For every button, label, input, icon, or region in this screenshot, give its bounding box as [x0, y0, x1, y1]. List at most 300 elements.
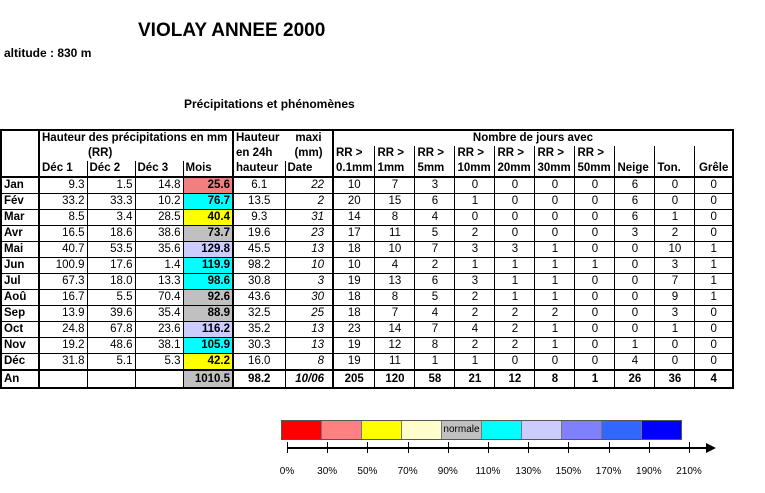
count-cell: 0: [615, 322, 655, 338]
count-cell: 1: [535, 322, 575, 338]
hauteur-cell: 30.8: [233, 274, 285, 290]
rr50-header: 50mm: [575, 161, 615, 177]
count-cell: 6: [415, 194, 455, 210]
axis-tick: [367, 442, 368, 453]
count-cell: 6: [615, 210, 655, 226]
dec1-cell: 13.9: [39, 306, 87, 322]
rr-gt-header: RR >: [415, 146, 455, 161]
axis-tick-label: 90%: [437, 466, 458, 477]
empty-cell: [39, 370, 87, 388]
date-cell: 30: [285, 290, 333, 306]
count-cell: 2: [415, 258, 455, 274]
dec3-cell: 38.1: [135, 338, 183, 354]
mois-cell: 105.9: [183, 338, 233, 354]
count-cell: 4: [415, 210, 455, 226]
legend-swatch: [522, 421, 562, 439]
total-count-cell: 58: [415, 370, 455, 388]
count-cell: 1: [495, 258, 535, 274]
count-cell: 1: [535, 258, 575, 274]
count-cell: 0: [655, 194, 695, 210]
total-count-cell: 12: [495, 370, 535, 388]
count-cell: 2: [535, 306, 575, 322]
legend-swatch: [642, 421, 681, 439]
count-cell: 3: [655, 258, 695, 274]
count-cell: 0: [695, 177, 733, 194]
count-cell: 0: [535, 194, 575, 210]
month-cell: Oct: [1, 322, 39, 338]
nombre-jours-header: Nombre de jours avec: [333, 130, 733, 146]
count-cell: 2: [655, 226, 695, 242]
count-cell: 0: [575, 194, 615, 210]
count-cell: 0: [575, 338, 615, 354]
rr5-header: 5mm: [415, 161, 455, 177]
en24h-header: en 24h: [233, 146, 285, 161]
count-cell: 19: [333, 274, 375, 290]
month-cell: Jun: [1, 258, 39, 274]
dec3-cell: 35.6: [135, 242, 183, 258]
count-cell: 0: [695, 306, 733, 322]
count-cell: 0: [655, 338, 695, 354]
count-cell: 4: [455, 322, 495, 338]
count-cell: 1: [575, 258, 615, 274]
rr-gt-header: RR >: [535, 146, 575, 161]
count-cell: 3: [455, 242, 495, 258]
count-cell: 0: [455, 210, 495, 226]
count-cell: 9: [655, 290, 695, 306]
total-count-cell: 120: [375, 370, 415, 388]
count-cell: 1: [495, 274, 535, 290]
count-cell: 7: [415, 242, 455, 258]
count-cell: 17: [333, 226, 375, 242]
count-cell: 0: [575, 306, 615, 322]
count-cell: 6: [615, 177, 655, 194]
axis-tick: [488, 442, 489, 453]
count-cell: 1: [695, 242, 733, 258]
count-cell: 1: [535, 242, 575, 258]
count-cell: 0: [535, 226, 575, 242]
count-cell: 0: [615, 258, 655, 274]
date-cell: 3: [285, 274, 333, 290]
count-cell: 0: [535, 354, 575, 371]
dec2-cell: 39.6: [87, 306, 135, 322]
table-row: [1, 242, 733, 258]
axis-tick: [327, 442, 328, 453]
count-cell: 0: [575, 290, 615, 306]
date-cell: 13: [285, 338, 333, 354]
table-row: [1, 338, 733, 354]
axis-tick: [287, 442, 288, 453]
count-cell: 23: [333, 322, 375, 338]
count-cell: 3: [415, 177, 455, 194]
dec2-cell: 5.1: [87, 354, 135, 371]
axis-tick-label: 50%: [357, 466, 378, 477]
count-cell: 1: [655, 210, 695, 226]
date-cell: 31: [285, 210, 333, 226]
table-row: [1, 177, 733, 194]
axis-tick-label: 110%: [475, 466, 501, 477]
hauteur-cell: 13.5: [233, 194, 285, 210]
rr-gt-header: RR >: [455, 146, 495, 161]
month-cell: Fév: [1, 194, 39, 210]
count-cell: 0: [575, 354, 615, 371]
mois-cell: 119.9: [183, 258, 233, 274]
axis-arrow-icon: [706, 443, 716, 453]
dec1-cell: 24.8: [39, 322, 87, 338]
hauteur-cell: 43.6: [233, 290, 285, 306]
axis-tick: [689, 442, 690, 453]
count-cell: 0: [495, 226, 535, 242]
count-cell: 0: [655, 177, 695, 194]
mois-cell: 92.6: [183, 290, 233, 306]
count-cell: 11: [375, 354, 415, 371]
total-count-cell: 205: [333, 370, 375, 388]
hauteur-cell: 98.2: [233, 258, 285, 274]
count-cell: 13: [375, 274, 415, 290]
table-row: [1, 306, 733, 322]
count-cell: 0: [455, 177, 495, 194]
count-cell: 1: [535, 290, 575, 306]
table-row: [1, 354, 733, 371]
dec2-cell: 18.0: [87, 274, 135, 290]
mois-cell: 73.7: [183, 226, 233, 242]
count-cell: 4: [375, 258, 415, 274]
altitude-label: altitude : 830 m: [4, 46, 92, 60]
count-cell: 0: [575, 242, 615, 258]
hauteur-cell: 19.6: [233, 226, 285, 242]
table-row: [1, 274, 733, 290]
dec3-cell: 28.5: [135, 210, 183, 226]
month-cell: Mai: [1, 242, 39, 258]
rr10-header: 10mm: [455, 161, 495, 177]
dec1-cell: 100.9: [39, 258, 87, 274]
date-cell: 25: [285, 306, 333, 322]
count-cell: 0: [495, 194, 535, 210]
count-cell: 0: [495, 210, 535, 226]
axis-tick: [609, 442, 610, 453]
total-mois: 1010.5: [183, 370, 233, 388]
count-cell: 0: [655, 354, 695, 371]
count-cell: 3: [655, 306, 695, 322]
hauteur-cell: 45.5: [233, 242, 285, 258]
count-cell: 1: [695, 290, 733, 306]
mois-cell: 40.4: [183, 210, 233, 226]
count-cell: 0: [695, 322, 733, 338]
count-cell: 18: [333, 306, 375, 322]
count-cell: 8: [375, 210, 415, 226]
hauteur-precip-header: Hauteur des précipitations en mm: [39, 130, 233, 146]
count-cell: 1: [455, 194, 495, 210]
count-cell: 7: [375, 177, 415, 194]
dec3-cell: 38.6: [135, 226, 183, 242]
count-cell: 0: [615, 242, 655, 258]
count-cell: 0: [575, 322, 615, 338]
hauteur-cell: 32.5: [233, 306, 285, 322]
count-cell: 4: [415, 306, 455, 322]
month-cell: Mar: [1, 210, 39, 226]
mois-cell: 98.6: [183, 274, 233, 290]
mois-header: Mois: [183, 161, 233, 177]
count-cell: 0: [615, 290, 655, 306]
dec1-header: Déc 1: [39, 161, 87, 177]
total-hauteur: 98.2: [233, 370, 285, 388]
ton-header: Ton.: [655, 161, 695, 177]
hauteur-cell: 9.3: [233, 210, 285, 226]
count-cell: 0: [695, 194, 733, 210]
hauteur-cell: 30.3: [233, 338, 285, 354]
count-cell: 1: [535, 338, 575, 354]
dec3-cell: 70.4: [135, 290, 183, 306]
count-cell: 0: [575, 177, 615, 194]
total-count-cell: 4: [695, 370, 733, 388]
dec1-cell: 9.3: [39, 177, 87, 194]
count-cell: 0: [695, 338, 733, 354]
axis-tick: [448, 442, 449, 453]
rr-header: (RR): [39, 146, 233, 161]
count-cell: 20: [333, 194, 375, 210]
table-row: [1, 226, 733, 242]
count-cell: 2: [495, 322, 535, 338]
maxi-header: maxi: [285, 130, 333, 146]
axis-tick-label: 210%: [676, 466, 702, 477]
axis-tick: [568, 442, 569, 453]
dec1-cell: 16.5: [39, 226, 87, 242]
hauteur-cell: 35.2: [233, 322, 285, 338]
table-row: [1, 258, 733, 274]
axis-tick: [649, 442, 650, 453]
rr1-header: 1mm: [375, 161, 415, 177]
dec2-cell: 48.6: [87, 338, 135, 354]
dec3-header: Déc 3: [135, 161, 183, 177]
rr-gt-header: RR >: [495, 146, 535, 161]
count-cell: 0: [575, 210, 615, 226]
axis-tick-label: 170%: [595, 466, 622, 477]
date-cell: 13: [285, 242, 333, 258]
count-cell: 1: [455, 258, 495, 274]
hauteur-header: Hauteur: [233, 130, 285, 146]
count-cell: 10: [333, 177, 375, 194]
count-cell: 2: [455, 226, 495, 242]
count-cell: 18: [333, 242, 375, 258]
axis-tick-label: 150%: [555, 466, 582, 477]
dec2-cell: 67.8: [87, 322, 135, 338]
count-cell: 4: [615, 354, 655, 371]
dec1-cell: 16.7: [39, 290, 87, 306]
date-cell: 2: [285, 194, 333, 210]
mois-cell: 116.2: [183, 322, 233, 338]
neige-header: Neige: [615, 161, 655, 177]
table-row: [1, 322, 733, 338]
axis-tick-label: 0%: [279, 466, 295, 477]
dec2-cell: 17.6: [87, 258, 135, 274]
total-count-cell: 1: [575, 370, 615, 388]
legend-swatch: [402, 421, 442, 439]
count-cell: 8: [375, 290, 415, 306]
legend-swatch: [362, 421, 402, 439]
empty-cell: [135, 370, 183, 388]
dec1-cell: 31.8: [39, 354, 87, 371]
rr30-header: 30mm: [535, 161, 575, 177]
count-cell: 1: [655, 322, 695, 338]
count-cell: 2: [455, 306, 495, 322]
dec2-cell: 53.5: [87, 242, 135, 258]
dec3-cell: 23.6: [135, 322, 183, 338]
dec3-cell: 35.4: [135, 306, 183, 322]
count-cell: 0: [495, 354, 535, 371]
mm-header: (mm): [285, 146, 333, 161]
date-cell: 23: [285, 226, 333, 242]
date-cell: 8: [285, 354, 333, 371]
table-subtitle: Précipitations et phénomènes: [184, 97, 355, 111]
count-cell: 0: [615, 306, 655, 322]
legend-swatch: [322, 421, 362, 439]
date-cell: 13: [285, 322, 333, 338]
mois-cell: 76.7: [183, 194, 233, 210]
legend-swatch: [602, 421, 642, 439]
dec2-cell: 1.5: [87, 177, 135, 194]
dec2-cell: 33.3: [87, 194, 135, 210]
rr-gt-header: RR >: [575, 146, 615, 161]
legend-swatch: [482, 421, 522, 439]
date-cell: 22: [285, 177, 333, 194]
month-cell: Jul: [1, 274, 39, 290]
total-count-cell: 26: [615, 370, 655, 388]
dec3-cell: 14.8: [135, 177, 183, 194]
count-cell: 2: [455, 338, 495, 354]
axis-tick-label: 190%: [636, 466, 662, 477]
dec2-cell: 3.4: [87, 210, 135, 226]
month-cell: Aoû: [1, 290, 39, 306]
total-count-cell: 21: [455, 370, 495, 388]
dec3-cell: 5.3: [135, 354, 183, 371]
hauteur2-header: hauteur: [233, 161, 285, 177]
dec2-cell: 5.5: [87, 290, 135, 306]
count-cell: 10: [655, 242, 695, 258]
month-cell: Déc: [1, 354, 39, 371]
count-cell: 0: [695, 354, 733, 371]
dec3-cell: 13.3: [135, 274, 183, 290]
month-cell: Jan: [1, 177, 39, 194]
table-row: [1, 194, 733, 210]
month-cell: Avr: [1, 226, 39, 242]
count-cell: 1: [455, 354, 495, 371]
count-cell: 2: [495, 338, 535, 354]
grele-header: Grêle: [695, 161, 733, 177]
rr-gt-header: RR >: [333, 146, 375, 161]
date-header: Date: [285, 161, 333, 177]
dec1-cell: 33.2: [39, 194, 87, 210]
empty-cell: [87, 370, 135, 388]
page-title: VIOLAY ANNEE 2000: [138, 20, 326, 41]
dec1-cell: 8.5: [39, 210, 87, 226]
count-cell: 0: [575, 274, 615, 290]
table-row: [1, 210, 733, 226]
count-cell: 1: [695, 258, 733, 274]
rr01-header: 0.1mm: [333, 161, 375, 177]
dec3-cell: 10.2: [135, 194, 183, 210]
count-cell: 3: [615, 226, 655, 242]
count-cell: 7: [375, 306, 415, 322]
count-cell: 19: [333, 338, 375, 354]
count-cell: 3: [455, 274, 495, 290]
count-cell: 1: [615, 338, 655, 354]
dec2-cell: 18.6: [87, 226, 135, 242]
count-cell: 0: [615, 274, 655, 290]
mois-cell: 42.2: [183, 354, 233, 371]
legend-swatch: [562, 421, 602, 439]
total-count-cell: 36: [655, 370, 695, 388]
count-cell: 14: [375, 322, 415, 338]
count-cell: 0: [535, 177, 575, 194]
rr-gt-header: RR >: [375, 146, 415, 161]
count-cell: 0: [695, 226, 733, 242]
count-cell: 1: [495, 290, 535, 306]
legend-swatch: normale: [442, 421, 482, 439]
axis-tick-label: 30%: [317, 466, 338, 477]
count-cell: 15: [375, 194, 415, 210]
dec1-cell: 19.2: [39, 338, 87, 354]
count-cell: 14: [333, 210, 375, 226]
count-cell: 1: [695, 274, 733, 290]
total-label: An: [1, 370, 39, 388]
color-scale-legend: [281, 420, 682, 440]
count-cell: 10: [333, 258, 375, 274]
count-cell: 11: [375, 226, 415, 242]
count-cell: 7: [415, 322, 455, 338]
total-date: 10/06: [285, 370, 333, 388]
hauteur-cell: 16.0: [233, 354, 285, 371]
count-cell: 10: [375, 242, 415, 258]
dec3-cell: 1.4: [135, 258, 183, 274]
count-cell: 2: [455, 290, 495, 306]
axis-tick: [528, 442, 529, 453]
total-row: [1, 370, 733, 388]
count-cell: 1: [535, 274, 575, 290]
count-cell: 2: [495, 306, 535, 322]
count-cell: 1: [415, 354, 455, 371]
count-cell: 18: [333, 290, 375, 306]
dec1-cell: 67.3: [39, 274, 87, 290]
mois-cell: 25.6: [183, 177, 233, 194]
count-cell: 7: [655, 274, 695, 290]
count-cell: 12: [375, 338, 415, 354]
legend-swatch: [282, 421, 322, 439]
count-cell: 0: [695, 210, 733, 226]
count-cell: 0: [535, 210, 575, 226]
count-cell: 6: [415, 274, 455, 290]
mois-cell: 129.8: [183, 242, 233, 258]
count-cell: 3: [495, 242, 535, 258]
month-cell: Sep: [1, 306, 39, 322]
count-cell: 19: [333, 354, 375, 371]
scale-axis: [287, 447, 707, 449]
count-cell: 8: [415, 338, 455, 354]
mois-cell: 88.9: [183, 306, 233, 322]
count-cell: 0: [495, 177, 535, 194]
count-cell: 5: [415, 226, 455, 242]
count-cell: 0: [575, 226, 615, 242]
axis-tick-label: 130%: [515, 466, 541, 477]
table-row: [1, 290, 733, 306]
precipitation-table: [0, 129, 734, 389]
dec1-cell: 40.7: [39, 242, 87, 258]
axis-tick: [408, 442, 409, 453]
axis-tick-label: 70%: [397, 466, 418, 477]
rr20-header: 20mm: [495, 161, 535, 177]
date-cell: 10: [285, 258, 333, 274]
count-cell: 6: [615, 194, 655, 210]
hauteur-cell: 6.1: [233, 177, 285, 194]
month-cell: Nov: [1, 338, 39, 354]
